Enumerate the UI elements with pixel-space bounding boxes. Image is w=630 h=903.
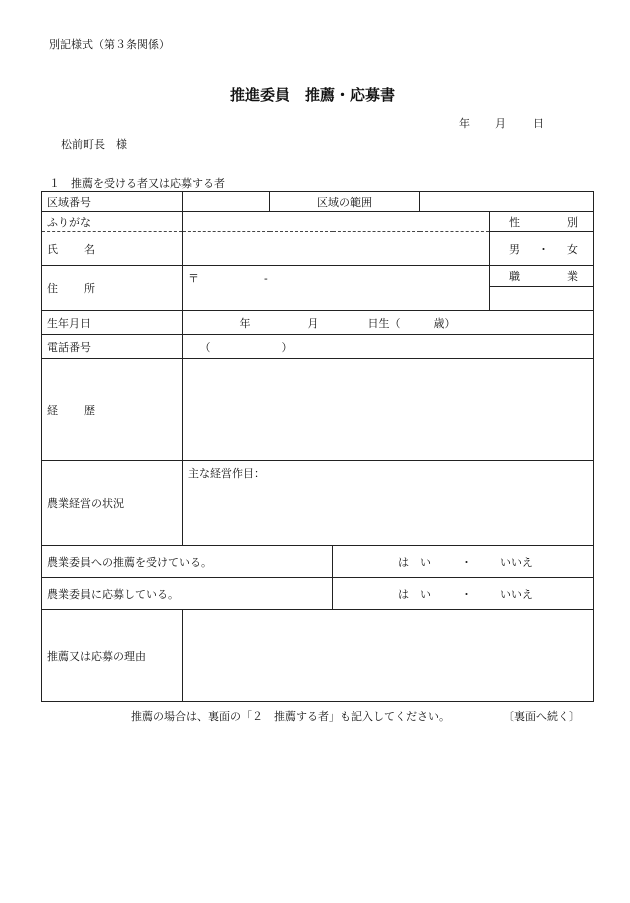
phone-open: （ [199,340,211,354]
applied-dot: ・ [461,587,472,601]
applied-row [42,578,594,610]
name-label-cell [42,232,183,266]
date-day: 日 [533,117,544,130]
career-row [42,359,594,461]
applied-no[interactable]: いいえ [500,587,533,601]
address-label-cell [42,266,183,311]
sex-options-cell[interactable] [490,232,594,266]
postal-mark: 〒 [188,272,199,285]
birth-day: 日生（ [367,316,401,330]
applied-answer[interactable] [333,578,594,610]
birth-age: 歳） [433,316,456,330]
recommended-question: 農業委員への推薦を受けている。 [42,546,333,578]
phone-row [42,335,594,359]
district-number-field[interactable] [183,192,270,212]
recommended-no[interactable]: いいえ [500,555,533,569]
form-title: 推進委員 推薦・応募書 [230,86,396,104]
sex-label-2: 別 [567,215,578,229]
sex-label-1: 性 [509,215,520,229]
farming-label: 農業経営の状況 [42,461,183,546]
district-row [42,192,594,212]
farming-field[interactable] [183,461,594,546]
occupation-label-1: 職 [509,270,520,283]
address-label-2: 所 [84,282,95,295]
furigana-row [42,212,594,232]
occupation-label-2: 業 [567,270,578,283]
section-heading: １ 推薦を受ける者又は応募する者 [49,177,225,190]
recommended-row [42,546,594,578]
address-field[interactable] [183,266,490,311]
career-label-2: 歴 [84,403,95,417]
application-form-table [41,191,594,702]
phone-close: ） [281,340,293,354]
address-row-top [42,266,594,287]
date-year: 年 [459,117,470,130]
applied-question: 農業委員に応募している。 [42,578,333,610]
district-number-label: 区域番号 [42,192,183,212]
birth-row [42,311,594,335]
applied-yes[interactable]: は い [398,587,431,601]
career-label-cell [42,359,183,461]
furigana-field[interactable] [183,212,490,232]
form-reference: 別記様式（第３条関係） [49,38,170,51]
phone-label: 電話番号 [42,335,183,359]
career-label-1: 経 [47,403,58,417]
postal-dash: - [264,272,268,285]
reason-field[interactable] [183,610,594,702]
recommended-yes[interactable]: は い [398,555,431,569]
birth-month: 月 [307,316,319,330]
main-crops-label: 主な経営作目： [188,467,265,480]
continue-note: 〔裏面へ続く〕 [503,710,580,723]
name-label-1: 氏 [47,242,58,256]
district-range-label: 区域の範囲 [270,192,420,212]
district-range-field[interactable] [420,192,594,212]
sex-label-cell [490,212,594,232]
name-label-2: 名 [84,242,95,256]
address-label-1: 住 [47,282,58,295]
date-month: 月 [495,117,506,130]
furigana-label: ふりがな [42,212,183,232]
reason-label: 推薦又は応募の理由 [42,610,183,702]
birth-label: 生年月日 [42,311,183,335]
occupation-field[interactable] [490,287,594,311]
name-row [42,232,594,266]
birth-year: 年 [239,316,251,330]
sex-female[interactable]: 女 [567,242,578,256]
footer-note: 推薦の場合は、裏面の「２ 推薦する者」も記入してください。 [131,710,450,723]
addressee: 松前町長 様 [61,138,127,151]
recommended-dot: ・ [461,555,472,569]
sex-male[interactable]: 男 [509,242,520,256]
occupation-label-cell [490,266,594,287]
recommended-answer[interactable] [333,546,594,578]
birth-field[interactable] [183,311,594,335]
sex-separator: ・ [538,242,549,256]
phone-field[interactable] [183,335,594,359]
career-field[interactable] [183,359,594,461]
name-field[interactable] [183,232,490,266]
reason-row [42,610,594,702]
farming-row [42,461,594,546]
